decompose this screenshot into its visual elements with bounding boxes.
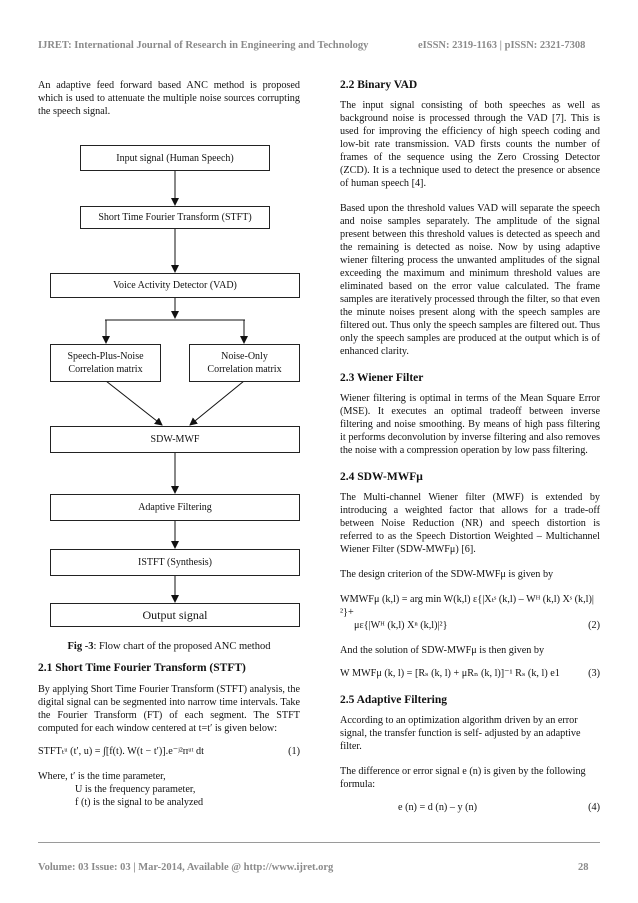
arrow-spn-sdw	[106, 381, 162, 425]
section-2-4-paragraph-3: And the solution of SDW-MWFμ is then given by	[340, 645, 545, 656]
flow-label-istft: ISTFT (Synthesis)	[138, 557, 212, 568]
flow-box-vad	[50, 273, 300, 298]
section-2-1-title: 2.1 Short Time Fourier Transform (STFT)	[38, 662, 246, 674]
intro-text: An adaptive feed forward based ANC method is proposed which is used to attenuate the multiple noise sources corrupting the speech signal.	[38, 80, 300, 117]
section-2-4-title: 2.4 SDW-MWFμ	[340, 471, 423, 483]
flow-box-istft	[50, 549, 300, 576]
section-2-5-title: 2.5 Adaptive Filtering	[340, 694, 448, 706]
flow-box-noise-only	[189, 344, 300, 382]
equation-1	[38, 745, 300, 758]
flow-label-sdw: SDW-MWF	[150, 434, 200, 445]
flow-label-adaptive: Adaptive Filtering	[138, 502, 212, 513]
section-2-4-paragraph-2: The design criterion of the SDW-MWFμ is given by	[340, 569, 554, 580]
equation-3-number: (3)	[588, 668, 600, 679]
figure-caption	[38, 641, 300, 652]
arrow-noise-sdw	[190, 381, 244, 425]
section-2-2-title: 2.2 Binary VAD	[340, 79, 418, 91]
flow-label-input: Input signal (Human Speech)	[116, 152, 234, 164]
equation-2-line-1: WMWFμ (k,l) = arg min W(k,l) ε{|Xₜˢ (k,l) – Wᴴ (k,l) Xˢ (k,l)|²}+	[340, 594, 594, 618]
equation-2-number: (2)	[588, 620, 600, 631]
flow-box-stft	[80, 206, 270, 229]
flow-label-vad: Voice Activity Detector (VAD)	[113, 280, 237, 291]
footer-rule	[38, 842, 600, 843]
footer-page-number: 28	[578, 862, 589, 873]
where-t: Where, t′ is the time parameter,	[38, 771, 166, 782]
flow-label-spn-line2: Correlation matrix	[68, 364, 143, 375]
section-2-3-paragraph: Wiener filtering is optimal in terms of the Mean Square Error (MSE). It executes an optimal tradeoff between inverse filtering and noise smoothing. By means of high pass filtering it performs deconvolution by inverse filtering and also removes the noise with a compression operation by low pass filtering.	[340, 393, 600, 456]
section-2-1	[38, 662, 300, 809]
section-2-5-paragraph-2: The difference or error signal e (n) is given by the following formula:	[340, 766, 586, 790]
flow-label-noise-line2: Correlation matrix	[207, 364, 282, 375]
section-2-1-paragraph: By applying Short Time Fourier Transform (STFT) analysis, the digital signal can be segmented into narrow time intervals. Take the Fourier Transform (FT) of each segment. The STFT computed for each window centered at t=t′ is given below:	[38, 684, 300, 734]
equation-3	[340, 667, 600, 680]
flow-box-output	[50, 603, 300, 627]
equation-3-body: W MWFμ (k, l) = [Rₛ (k, l) + μRₙ (k, l)]⁻¹ Rₛ (k, l) e1	[340, 668, 560, 679]
flow-box-adaptive	[50, 494, 300, 521]
section-2-4-paragraph-1: The Multi-channel Wiener filter (MWF) is extended by introducing a weighted factor that allows for a trade-off between Noise Reduction (NR) and speech distortion is referred to as the Speech Distortion Weighted – Multichannel Wiener Filter (SDW-MWFμ) [6].	[340, 492, 600, 555]
flow-box-speech-plus-noise	[50, 344, 161, 382]
section-2-2-paragraph-1: The input signal consisting of both speeches as well as background noise is processed through the VAD [7]. This is used for improving the efficiency of high speech coding and low-bit rate transmission. VAD firsts counts the number of frames of the sequence using the Zero Crossing Detector (ZCD). It is a technique used to detect the presence or absence of human speech [4].	[340, 100, 600, 189]
issn-header: eISSN: 2319-1163 | pISSN: 2321-7308	[418, 40, 586, 51]
equation-4	[340, 801, 600, 814]
right-column	[340, 79, 600, 814]
flow-label-stft: Short Time Fourier Transform (STFT)	[98, 212, 252, 223]
equation-1-number: (1)	[288, 746, 300, 757]
footer-volume: Volume: 03 Issue: 03 | Mar-2014, Available @ http://www.ijret.org	[38, 862, 334, 873]
flow-label-output: Output signal	[142, 607, 208, 622]
flow-box-sdw-mwf	[50, 426, 300, 453]
section-2-2-paragraph-2: Based upon the threshold values VAD will separate the speech and noise samples separately. The amplitude of the signal present between this threshold values is detected as speech and the remaining is detected as noise. Now by using adaptive wiener filtering process the unwanted amplitudes of the signal exceeding the maximum and minimum threshold values are eliminated based on the error value calculated. The frame samples are iteratively processed through the filter, so that even the minute noises present along with the speech samples are filtered out. Thus only the speech samples are filtered out. Thus only the speech samples are produced at the output which is of enhanced clarity.	[340, 203, 600, 357]
flow-label-spn-line1: Speech-Plus-Noise	[67, 351, 144, 362]
section-2-5-paragraph-1: According to an optimization algorithm driven by an error signal, the transfer function is self- adjusted by an adaptive filter.	[340, 715, 581, 752]
where-f: f (t) is the signal to be analyzed	[75, 797, 204, 808]
where-u: U is the frequency parameter,	[75, 784, 196, 795]
section-2-3-title: 2.3 Wiener Filter	[340, 372, 424, 384]
journal-header: IJRET: International Journal of Research in Engineering and Technology	[38, 40, 369, 51]
flow-label-noise-line1: Noise-Only	[221, 351, 268, 362]
equation-4-number: (4)	[588, 802, 600, 813]
figure-caption-label: Fig -3	[67, 641, 94, 652]
equation-4-body: e (n) = d (n) – y (n)	[398, 802, 478, 813]
equation-2	[340, 593, 600, 632]
equation-1-body: STFTₜᵘ (t′, u) = ∫[f(t). W(t − t′)].e⁻ʲ²ᴨᵘᵗ dt	[38, 746, 204, 757]
equation-2-line-2: με{|Wᴴ (k,l) Xⁿ (k,l)|²}	[354, 620, 448, 631]
figure-caption-text: : Flow chart of the proposed ANC method	[93, 641, 271, 652]
flow-box-input	[80, 145, 270, 171]
